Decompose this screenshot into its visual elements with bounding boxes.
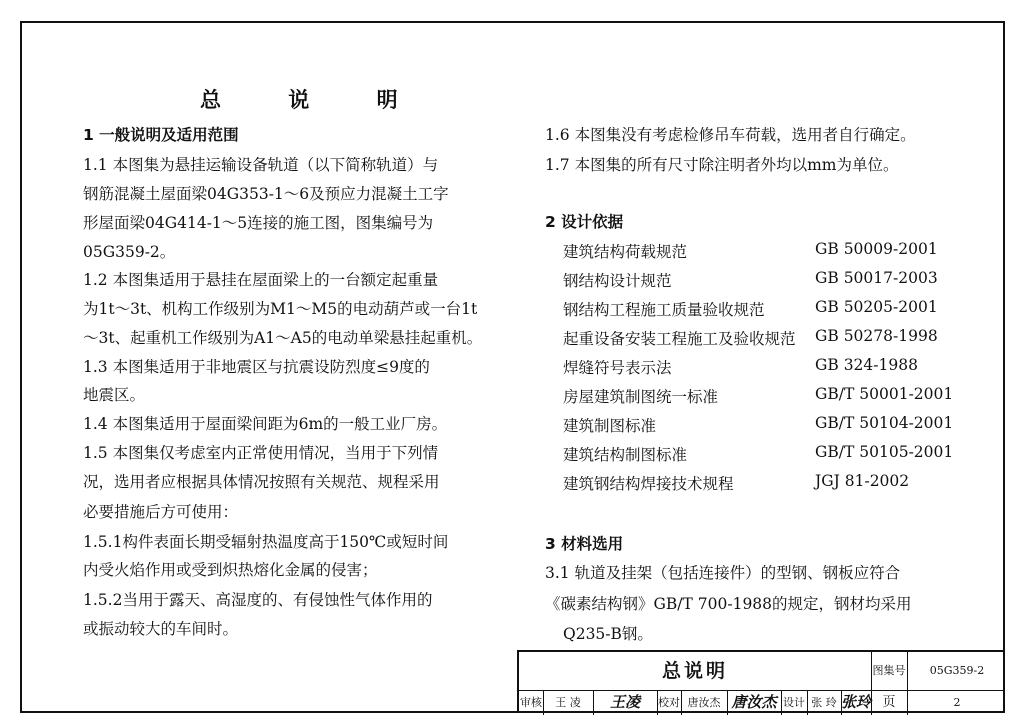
- page-title: 总 说 明: [200, 88, 428, 112]
- section-2-heading: 2 设计依据: [545, 213, 624, 231]
- standard-code: GB 50278-1998: [815, 327, 938, 345]
- reviewer-signature: 王凌: [593, 690, 658, 715]
- left-text-line: 况，选用者应根据具体情况按照有关规范、规程采用: [83, 473, 440, 491]
- review-label: 审核: [519, 690, 544, 715]
- reviewer-name: 王 凌: [543, 690, 594, 715]
- standard-code: GB/T 50104-2001: [815, 414, 954, 432]
- left-text-line: 或振动较大的车间时。: [83, 620, 239, 638]
- standard-code: GB/T 50001-2001: [815, 385, 954, 403]
- section-1-heading: 1 一般说明及适用范围: [83, 126, 239, 144]
- left-text-line: 1.5.1构件表面长期受辐射热温度高于150℃或短时间: [83, 533, 449, 551]
- left-text-line: 形屋面梁04G414-1～5连接的施工图，图集编号为: [83, 214, 434, 232]
- left-text-line: 05G359-2。: [83, 243, 176, 261]
- standard-code: GB 50205-2001: [815, 298, 938, 316]
- left-text-line: 1.3 本图集适用于非地震区与抗震设防烈度≤9度的: [83, 358, 430, 376]
- check-label: 校对: [657, 690, 682, 715]
- standard-name: 建筑结构制图标准: [563, 446, 688, 464]
- standard-row: [563, 385, 983, 405]
- standard-row: [563, 443, 983, 463]
- material-line-3: Q235-B钢。: [563, 625, 653, 643]
- standard-row: [563, 327, 983, 347]
- left-text-line: 必要措施后方可使用：: [83, 503, 239, 521]
- designer-signature: 张玲: [841, 690, 872, 715]
- standard-row: [563, 269, 983, 289]
- standard-name: 起重设备安装工程施工及验收规范: [563, 330, 796, 348]
- standard-name: 房屋建筑制图统一标准: [563, 388, 719, 406]
- left-text-line: 1.5 本图集仅考虑室内正常使用情况，当用于下列情: [83, 444, 439, 462]
- clause-1-7: 1.7 本图集的所有尺寸除注明者外均以mm为单位。: [545, 156, 899, 174]
- standard-name: 建筑制图标准: [563, 417, 657, 435]
- standard-name: 焊缝符号表示法: [563, 359, 672, 377]
- title-block-main-title: 总说明: [519, 652, 872, 690]
- left-text-line: 1.1 本图集为悬挂运输设备轨道（以下简称轨道）与: [83, 156, 439, 174]
- standard-name: 建筑结构荷载规范: [563, 243, 688, 261]
- designer-name: 张 玲: [807, 690, 842, 715]
- standard-row: [563, 356, 983, 376]
- standard-name: 建筑钢结构焊接技术规程: [563, 475, 734, 493]
- left-text-line: 钢筋混凝土屋面梁04G353-1～6及预应力混凝土工字: [83, 185, 449, 203]
- standard-name: 钢结构设计规范: [563, 272, 672, 290]
- standard-row: [563, 240, 983, 260]
- clause-1-6: 1.6 本图集没有考虑检修吊车荷载，选用者自行确定。: [545, 126, 916, 144]
- left-text-line: ～3t、起重机工作级别为A1～A5的电动单梁悬挂起重机。: [83, 329, 483, 347]
- page-number: 2: [953, 696, 961, 709]
- left-text-line: 1.2 本图集适用于悬挂在屋面梁上的一台额定起重量: [83, 271, 439, 289]
- left-text-line: 地震区。: [83, 386, 146, 404]
- checker-name: 唐汝杰: [681, 690, 728, 715]
- left-text-line: 为1t～3t、机构工作级别为M1～M5的电动葫芦或一台1t: [83, 300, 478, 318]
- atlas-number-label: 图集号: [871, 652, 908, 690]
- section-3-heading: 3 材料选用: [545, 535, 624, 553]
- title-block-sign-row: [519, 690, 1005, 715]
- standard-code: JGJ 81-2002: [815, 472, 910, 490]
- title-block-top-row: [519, 652, 1005, 691]
- page-label: 页: [871, 690, 908, 715]
- standard-row: [563, 298, 983, 318]
- standard-row: [563, 414, 983, 434]
- title-block: [517, 650, 1005, 713]
- design-label: 设计: [781, 690, 808, 715]
- standard-code: GB/T 50105-2001: [815, 443, 954, 461]
- standard-code: GB 324-1988: [815, 356, 918, 374]
- standard-code: GB 50017-2003: [815, 269, 938, 287]
- left-text-line: 内受火焰作用或受到炽热熔化金属的侵害；: [83, 561, 378, 579]
- standard-row: [563, 472, 983, 492]
- standard-name: 钢结构工程施工质量验收规范: [563, 301, 765, 319]
- atlas-number-value: 05G359-2: [929, 664, 985, 677]
- left-text-line: 1.4 本图集适用于屋面梁间距为6m的一般工业厂房。: [83, 415, 448, 433]
- left-text-line: 1.5.2当用于露天、高湿度的、有侵蚀性气体作用的: [83, 591, 433, 609]
- checker-signature: 唐汝杰: [727, 690, 782, 715]
- material-line-1: 3.1 轨道及挂架（包括连接件）的型钢、钢板应符合: [545, 564, 901, 582]
- standard-code: GB 50009-2001: [815, 240, 938, 258]
- material-line-2: 《碳素结构钢》GB/T 700-1988的规定，钢材均采用: [545, 595, 912, 613]
